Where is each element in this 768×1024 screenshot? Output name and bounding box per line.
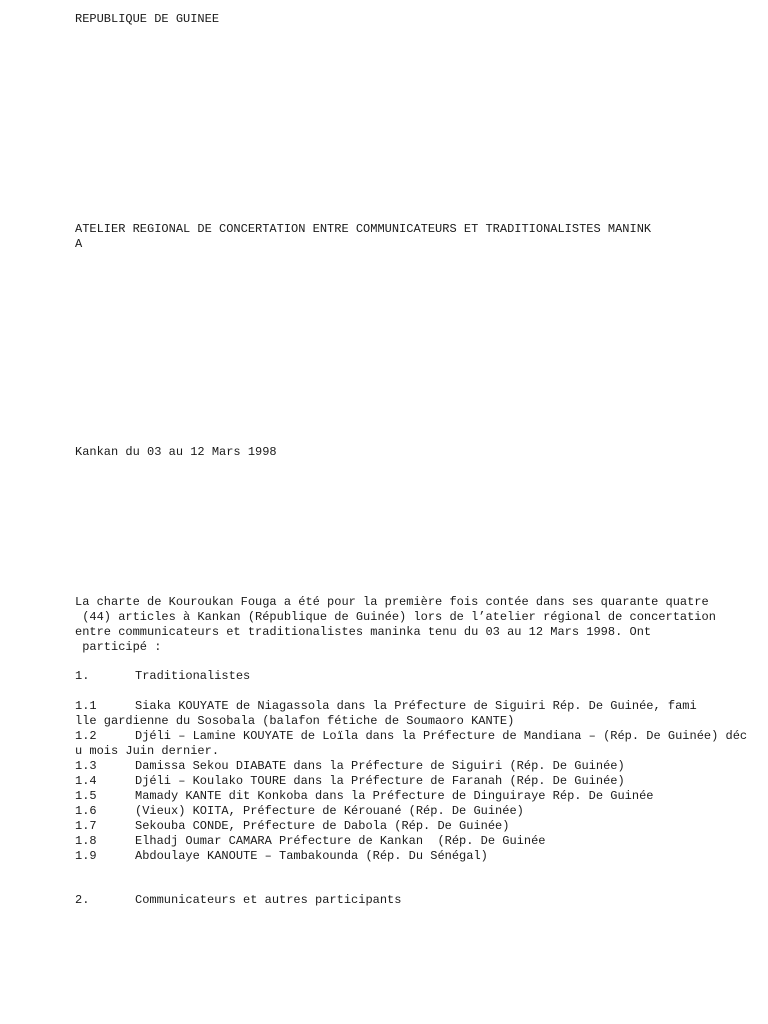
list-item bbox=[75, 834, 545, 849]
section-1-title: Traditionalistes bbox=[135, 669, 251, 683]
item-number: 1.2 bbox=[75, 729, 97, 743]
list-item-continuation: u mois Juin dernier. bbox=[75, 744, 220, 758]
list-item bbox=[75, 699, 697, 714]
list-item bbox=[75, 804, 524, 819]
list-item bbox=[75, 819, 509, 834]
list-item bbox=[75, 774, 625, 789]
list-item bbox=[75, 849, 488, 864]
item-number: 1.8 bbox=[75, 834, 97, 848]
intro-line-4: participé : bbox=[75, 640, 162, 654]
list-item bbox=[75, 789, 653, 804]
list-item-continuation: lle gardienne du Sosobala (balafon fétiche de Soumaoro KANTE) bbox=[75, 714, 515, 728]
item-text: (Vieux) KOITA, Préfecture de Kérouané (Rép. De Guinée) bbox=[135, 804, 524, 818]
item-text: Djéli – Koulako TOURE dans la Préfecture de Faranah (Rép. De Guinée) bbox=[135, 774, 625, 788]
item-text: Sekouba CONDE, Préfecture de Dabola (Rép. De Guinée) bbox=[135, 819, 510, 833]
title-line-1: ATELIER REGIONAL DE CONCERTATION ENTRE COMMUNICATEURS ET TRADITIONALISTES MANINK bbox=[75, 222, 652, 236]
item-number: 1.1 bbox=[75, 699, 97, 713]
item-text: Djéli – Lamine KOUYATE de Loïla dans la Préfecture de Mandiana – (Rép. De Guinée) déc bbox=[135, 729, 748, 743]
title-line-2: A bbox=[75, 237, 83, 251]
item-text: Abdoulaye KANOUTE – Tambakounda (Rép. Du Sénégal) bbox=[135, 849, 488, 863]
item-number: 1.6 bbox=[75, 804, 97, 818]
item-number: 1.5 bbox=[75, 789, 97, 803]
intro-line-2: (44) articles à Kankan (République de Guinée) lors de l’atelier régional de concertation bbox=[75, 610, 716, 624]
list-item bbox=[75, 759, 625, 774]
section-2-number: 2. bbox=[75, 893, 90, 907]
item-number: 1.3 bbox=[75, 759, 97, 773]
section-1-number: 1. bbox=[75, 669, 90, 683]
list-item bbox=[75, 729, 747, 744]
place-date: Kankan du 03 au 12 Mars 1998 bbox=[75, 445, 277, 459]
item-text: Elhadj Oumar CAMARA Préfecture de Kankan (Rép. De Guinée bbox=[135, 834, 546, 848]
section-2-title: Communicateurs et autres participants bbox=[135, 893, 402, 907]
item-text: Siaka KOUYATE de Niagassola dans la Préfecture de Siguiri Rép. De Guinée, fami bbox=[135, 699, 697, 713]
intro-line-3: entre communicateurs et traditionalistes maninka tenu du 03 au 12 Mars 1998. Ont bbox=[75, 625, 652, 639]
intro-line-1: La charte de Kouroukan Fouga a été pour la première fois contée dans ses quarante quatre bbox=[75, 595, 709, 609]
item-text: Damissa Sekou DIABATE dans la Préfecture de Siguiri (Rép. De Guinée) bbox=[135, 759, 625, 773]
section-2-heading bbox=[75, 893, 401, 908]
section-1-heading bbox=[75, 669, 250, 684]
header-country: REPUBLIQUE DE GUINEE bbox=[75, 12, 220, 26]
item-number: 1.9 bbox=[75, 849, 97, 863]
item-number: 1.4 bbox=[75, 774, 97, 788]
item-number: 1.7 bbox=[75, 819, 97, 833]
item-text: Mamady KANTE dit Konkoba dans la Préfecture de Dinguiraye Rép. De Guinée bbox=[135, 789, 654, 803]
